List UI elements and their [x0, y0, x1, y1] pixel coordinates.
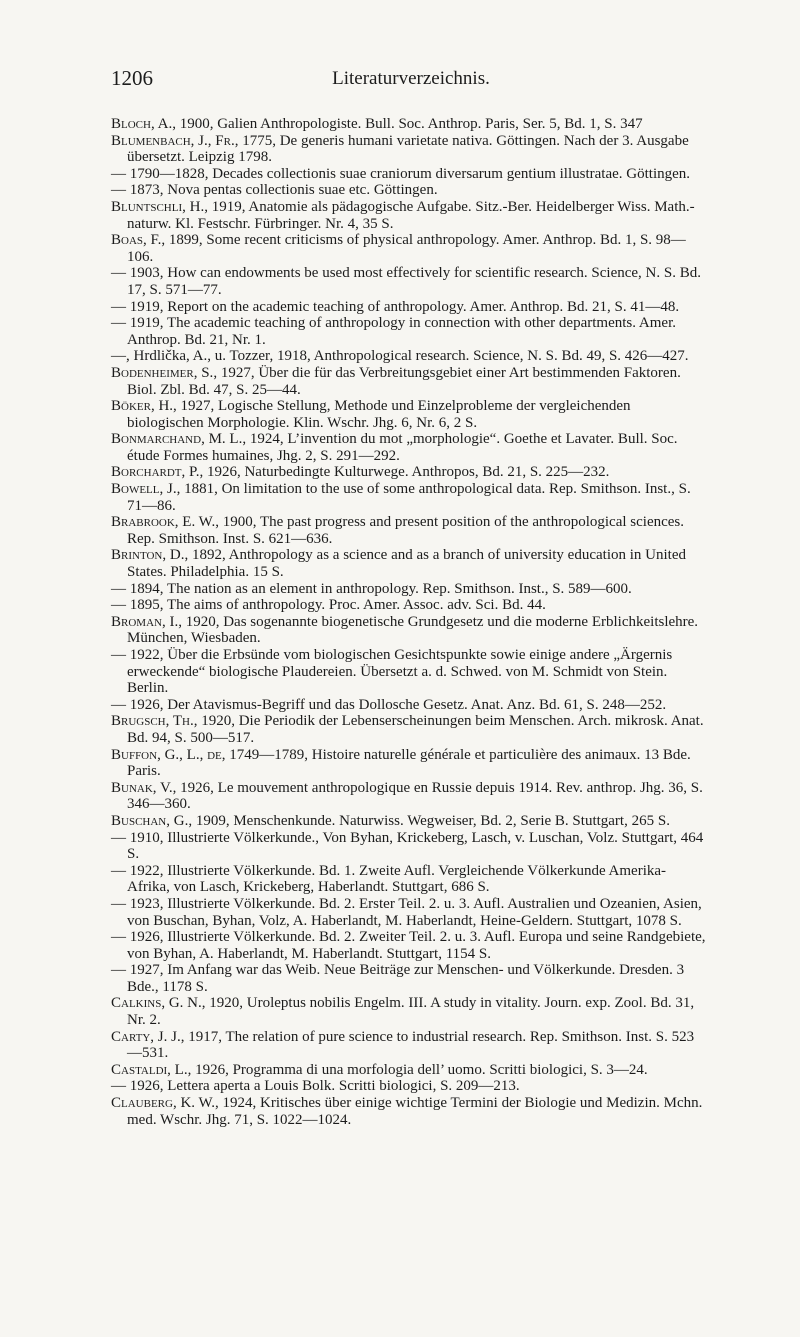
reference-text: — 1790—1828, Decades collectionis suae craniorum diversarum gentium illustratae. Göttingen. — [111, 165, 691, 182]
reference-author: Brabrook, E. W. — [111, 514, 216, 531]
reference-entry — [111, 1078, 706, 1095]
reference-entry — [111, 1029, 706, 1062]
reference-entry — [111, 929, 706, 962]
reference-entry — [111, 747, 706, 780]
reference-author: Borchardt, P. — [111, 464, 200, 481]
reference-text: , 1900, The past progress and present position of the anthropological sciences. Rep. Smithson. Inst. S. 621—636. — [127, 514, 684, 547]
reference-text: , 1920, Die Periodik der Lebenserscheinungen beim Menschen. Arch. mikrosk. Anat. Bd. 94, S. 500—517. — [127, 713, 704, 746]
reference-text: — 1926, Illustrierte Völkerkunde. Bd. 2. Zweiter Teil. 2. u. 3. Aufl. Europa und seine Randgebiete, von Byhan, A. Haberlandt, M. Haberlandt. Stuttgart, 1154 S. — [111, 929, 706, 962]
reference-entry — [111, 133, 706, 166]
reference-text: — 1922, Über die Erbsünde vom biologischen Gesichtspunkte sowie einige andere „Ärgernis erweckende“ biologische Plaudereien. Übersetzt a. d. Schwed. von M. Schmidt von Stein. Berlin. — [111, 647, 673, 697]
reference-entry — [111, 1062, 706, 1079]
reference-entry — [111, 199, 706, 232]
reference-text: , 1775, De generis humani varietate nativa. Göttingen. Nach der 3. Ausgabe übersetzt. Leipzig 1798. — [127, 132, 689, 166]
reference-author: Bodenheimer, S. — [111, 364, 214, 381]
reference-text: — 1919, Report on the academic teaching of anthropology. Amer. Anthrop. Bd. 21, S. 41—48. — [111, 298, 680, 315]
reference-author: Broman, I. — [111, 613, 179, 630]
reference-author: Bluntschli, H. — [111, 198, 205, 215]
reference-entry — [111, 597, 706, 614]
reference-entry — [111, 398, 706, 431]
reference-text: , 1926, Naturbedingte Kulturwege. Anthropos, Bd. 21, S. 225—232. — [199, 464, 610, 481]
reference-author: Bloch, A. — [111, 116, 173, 132]
reference-text: , 1900, Galien Anthropologiste. Bull. Soc. Anthrop. Paris, Ser. 5, Bd. 1, S. 347 — [172, 116, 643, 132]
reference-entry — [111, 514, 706, 547]
reference-entry — [111, 348, 706, 365]
reference-text: , 1924, Kritisches über einige wichtige Termini der Biologie und Medizin. Mchn. med. Wschr. Jhg. 71, S. 1022—1024. — [127, 1095, 703, 1128]
reference-text: — 1927, Im Anfang war das Weib. Neue Beiträge zur Menschen- und Völkerkunde. Dresden. 3 Bde., 1178 S. — [111, 962, 685, 995]
reference-entry — [111, 614, 706, 647]
reference-text: , 1881, On limitation to the use of some anthropological data. Rep. Smithson. Inst., S. 71—86. — [127, 481, 691, 514]
reference-author: Böker, H. — [111, 398, 174, 415]
reference-entry — [111, 431, 706, 464]
reference-entry — [111, 365, 706, 398]
reference-text: — 1903, How can endowments be used most effectively for scientific research. Science, N. S. Bd. 17, S. 571—77. — [111, 265, 701, 298]
reference-entry — [111, 697, 706, 714]
reference-text: , 1892, Anthropology as a science and as a branch of university education in United States. Philadelphia. 15 S. — [127, 547, 686, 581]
reference-text: — 1926, Lettera aperta a Louis Bolk. Scritti biologici, S. 209—213. — [111, 1078, 520, 1095]
reference-list — [111, 116, 706, 1128]
reference-text: — 1894, The nation as an element in anthropology. Rep. Smithson. Inst., S. 589—600. — [111, 580, 632, 597]
reference-text: , 1919, Anatomie als pädagogische Aufgabe. Sitz.-Ber. Heidelberger Wiss. Math.-naturw. Kl. Festschr. Fürbringer. Nr. 4, 35 S. — [127, 198, 695, 232]
reference-author: Blumenbach, J., Fr. — [111, 132, 235, 149]
reference-text: — 1873, Nova pentas collectionis suae etc. Göttingen. — [111, 182, 438, 199]
reference-author: Brinton, D. — [111, 547, 185, 564]
reference-text: —, Hrdlička, A., u. Tozzer, 1918, Anthropological research. Science, N. S. Bd. 49, S. 426—427. — [111, 348, 689, 365]
reference-entry — [111, 265, 706, 298]
reference-author: Bonmarchand, M. L. — [111, 431, 243, 448]
reference-text: , 1917, The relation of pure science to industrial research. Rep. Smithson. Inst. S. 523—531. — [127, 1028, 695, 1062]
reference-author: Boas, F. — [111, 232, 162, 249]
reference-entry — [111, 896, 706, 929]
reference-entry — [111, 581, 706, 598]
reference-author: Brugsch, Th. — [111, 713, 194, 730]
reference-text: , 1899, Some recent criticisms of physical anthropology. Amer. Anthrop. Bd. 1, S. 98—106. — [127, 232, 686, 265]
reference-entry — [111, 464, 706, 481]
reference-entry — [111, 182, 706, 199]
reference-text: , 1926, Le mouvement anthropologique en Russie depuis 1914. Rev. anthrop. Jhg. 36, S. 346—360. — [127, 779, 703, 813]
reference-entry — [111, 166, 706, 183]
reference-entry — [111, 647, 706, 697]
reference-author: Calkins, G. N. — [111, 995, 202, 1012]
reference-entry — [111, 995, 706, 1028]
reference-entry — [111, 830, 706, 863]
reference-text: , 1909, Menschenkunde. Naturwiss. Wegweiser, Bd. 2, Serie B. Stuttgart, 265 S. — [188, 812, 670, 829]
reference-author: Carty, J. J. — [111, 1028, 181, 1045]
reference-text: , 1920, Uroleptus nobilis Engelm. III. A study in vitality. Journ. exp. Zool. Bd. 31, Nr. 2. — [127, 995, 695, 1029]
reference-entry — [111, 713, 706, 746]
reference-author: Bowell, J. — [111, 481, 177, 498]
reference-text: , 1927, Über die für das Verbreitungsgebiet einer Art bestimmenden Faktoren. Biol. Zbl. Bd. 47, S. 25—44. — [127, 364, 681, 398]
reference-author: Buffon, G., L., de — [111, 746, 222, 763]
running-title: Literaturverzeichnis. — [332, 68, 490, 89]
reference-text: — 1923, Illustrierte Völkerkunde. Bd. 2. Erster Teil. 2. u. 3. Aufl. Australien und Ozeanien, Asien, von Buschan, Byhan, Volz, A. Haberlandt, M. Haberlandt, Heine-Geldern. Stuttgart, 1078 S. — [111, 895, 702, 929]
reference-text: — 1926, Der Atavismus-Begriff und das Dollosche Gesetz. Anat. Anz. Bd. 61, S. 248—252. — [111, 696, 667, 713]
reference-author: Clauberg, K. W. — [111, 1095, 216, 1112]
reference-text: , 1920, Das sogenannte biogenetische Grundgesetz und die moderne Erblichkeitslehre. München, Wiesbaden. — [127, 613, 699, 647]
reference-entry — [111, 780, 706, 813]
reference-author: Buschan, G. — [111, 812, 189, 829]
reference-entry — [111, 315, 706, 348]
reference-text: , 1749—1789, Histoire naturelle générale et particulière des animaux. 13 Bde. Paris. — [127, 746, 691, 780]
reference-entry — [111, 232, 706, 265]
reference-entry — [111, 962, 706, 995]
page-header — [111, 66, 711, 96]
reference-author: Castaldi, L. — [111, 1061, 188, 1078]
reference-entry — [111, 116, 706, 133]
reference-text: , 1927, Logische Stellung, Methode und Einzelprobleme der vergleichenden biologischen Morphologie. Klin. Wschr. Jhg. 6, Nr. 6, 2 S. — [127, 398, 631, 431]
reference-entry — [111, 1095, 706, 1128]
reference-text: — 1910, Illustrierte Völkerkunde., Von Byhan, Krickeberg, Lasch, v. Luschan, Volz. Stuttgart, 464 S. — [111, 829, 704, 863]
reference-entry — [111, 547, 706, 580]
reference-text: , 1924, L’invention du mot „morphologie“. Goethe et Lavater. Bull. Soc. étude Formes humaines, Jhg. 2, S. 291—292. — [127, 431, 678, 464]
reference-entry — [111, 813, 706, 830]
reference-entry — [111, 481, 706, 514]
reference-text: — 1895, The aims of anthropology. Proc. Amer. Assoc. adv. Sci. Bd. 44. — [111, 597, 546, 614]
reference-entry — [111, 863, 706, 896]
reference-text: , 1926, Programma di una morfologia dell’ uomo. Scritti biologici, S. 3—24. — [187, 1061, 648, 1078]
reference-text: — 1922, Illustrierte Völkerkunde. Bd. 1. Zweite Aufl. Vergleichende Völkerkunde Amerika-Afrika, von Lasch, Krickeberg, Haberlandt. Stuttgart, 686 S. — [111, 862, 667, 896]
reference-text: — 1919, The academic teaching of anthropology in connection with other departments. Amer. Anthrop. Bd. 21, Nr. 1. — [111, 315, 676, 348]
page-number: 1206 — [111, 66, 153, 90]
reference-author: Bunak, V. — [111, 779, 173, 796]
reference-entry — [111, 299, 706, 316]
